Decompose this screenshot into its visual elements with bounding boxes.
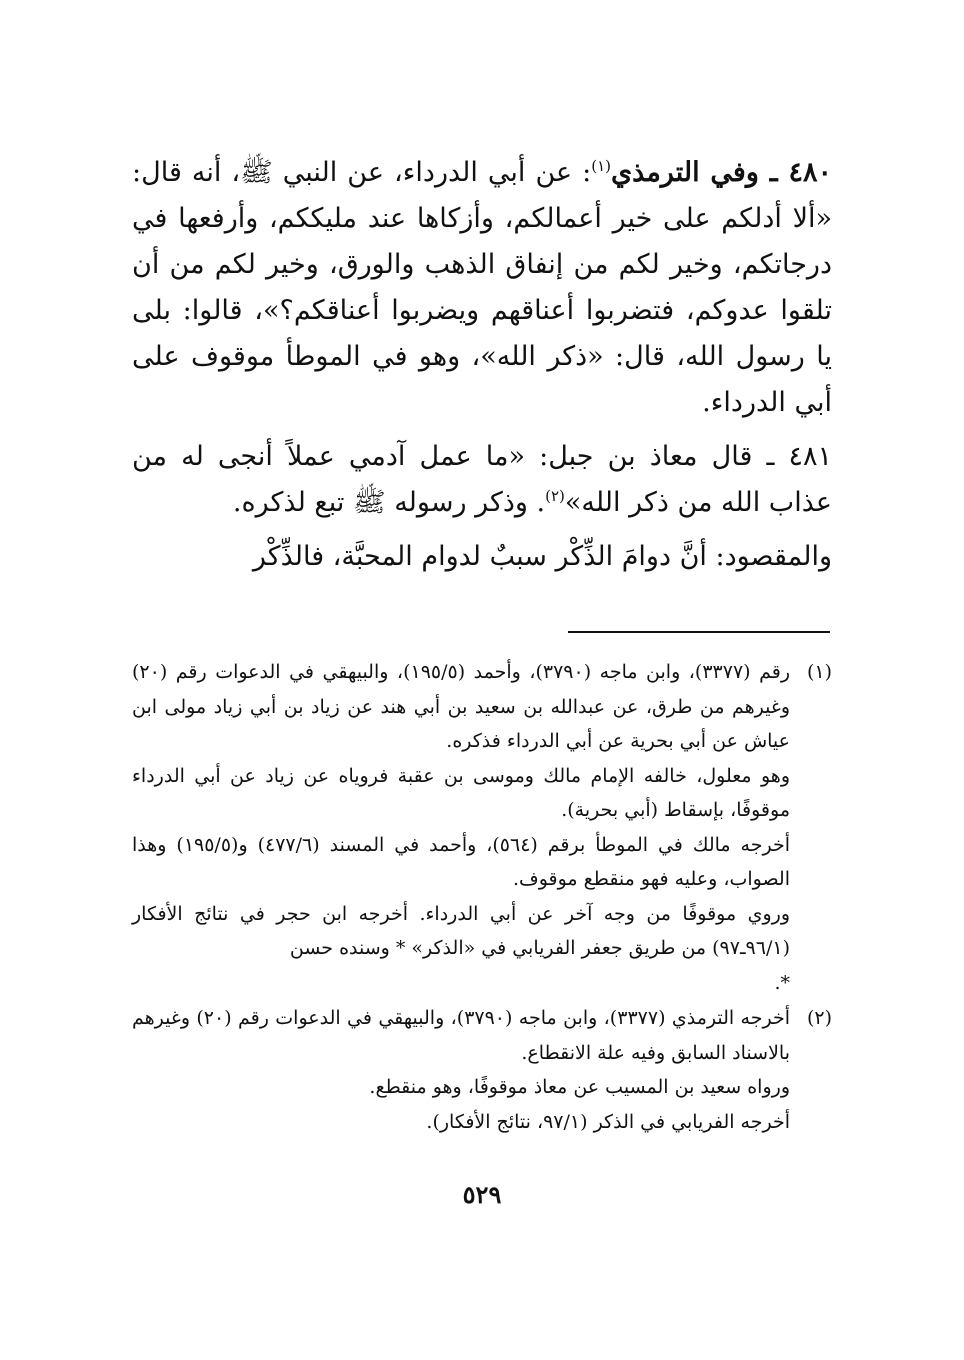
footnote-ref-2[interactable]: (٢) — [545, 487, 565, 505]
paragraph-480 — [132, 150, 832, 426]
paragraph-lead: ٤٨٠ ـ وفي الترمذي — [611, 157, 832, 188]
footnote-line: أخرجه الترمذي (٣٣٧٧)، وابن ماجه (٣٧٩٠)، والبيهقي في الدعوات رقم (٢٠) وغيرهم بالاسناد السابق وفيه علة الانقطاع. — [132, 1007, 790, 1064]
footnote-line: أخرجه الفريابي في الذكر (٩٧/١، نتائج الأفكار). — [426, 1110, 790, 1133]
footnote-line: أخرجه مالك في الموطأ برقم (٥٦٤)، وأحمد في المسند (٤٧٧/٦) و(١٩٥/٥) وهذا الصواب، وعليه فهو منقطع موقوف. — [132, 833, 790, 890]
footnote-1 — [132, 655, 832, 1000]
footnotes — [132, 655, 832, 1140]
footnote-line: ورواه سعيد بن المسيب عن معاذ موقوفًا، وهو منقطع. — [369, 1076, 790, 1098]
main-text — [132, 150, 832, 588]
footnote-number: (١) — [806, 661, 832, 683]
paragraph-continuation — [132, 534, 832, 580]
footnote-2 — [132, 1001, 832, 1139]
paragraph-text: ٤٨١ ـ قال معاذ بن جبل: «ما عمل آدمي عملاً أنجى له من عذاب الله من ذكر الله» — [132, 441, 832, 518]
page-number: ٥٢٩ — [462, 1180, 502, 1209]
paragraph-text: والمقصود: أنَّ دوامَ الذِّكْر سببٌ لدوام المحبَّة، فالذِّكْر — [252, 541, 832, 572]
footnote-line: وهو معلول، خالفه الإمام مالك وموسى بن عقبة فروياه عن زياد عن أبي الدرداء موقوفًا، بإسقاط (أبي بحرية). — [132, 764, 790, 821]
paragraph-481 — [132, 434, 832, 526]
paragraph-text: : عن أبي الدرداء، عن النبي ﷺ، أنه قال: «ألا أدلكم على خير أعمالكم، وأزكاها عند مليككم، وأرفعها في درجاتكم، وخير لكم من إنفاق الذهب والورق، وخير لكم من أن تلقوا عدوكم، فتضربوا أعناقهم ويضربوا أعناقكم؟»، قالوا: بلى يا رسول الله، قال: «ذكر الله»، وهو في الموطأ موقوف على أبي الدرداء. — [132, 157, 832, 418]
footnote-line: رقم (٣٣٧٧)، وابن ماجه (٣٧٩٠)، وأحمد (١٩٥/٥)، والبيهقي في الدعوات رقم (٢٠) وغيرهم من طرق، عن عبدالله بن سعيد بن أبي هند عن زياد بن أبي زياد مولى ابن عياش عن أبي بحرية عن أبي الدرداء فذكره. — [132, 661, 790, 752]
footnote-separator — [568, 631, 830, 633]
footnote-number: (٢) — [806, 1007, 832, 1029]
footnote-ref-1[interactable]: (١) — [591, 157, 612, 175]
footnote-line: *. — [774, 971, 790, 994]
footnote-line: وروي موقوفًا من وجه آخر عن أبي الدرداء. أخرجه ابن حجر في نتائج الأفكار (٩٦/١ـ٩٧) من طريق جعفر الفريابي في «الذكر» * وسنده حسن — [132, 902, 790, 959]
paragraph-text-after: . وذكر رسوله ﷺ تبع لذكره. — [232, 487, 546, 518]
